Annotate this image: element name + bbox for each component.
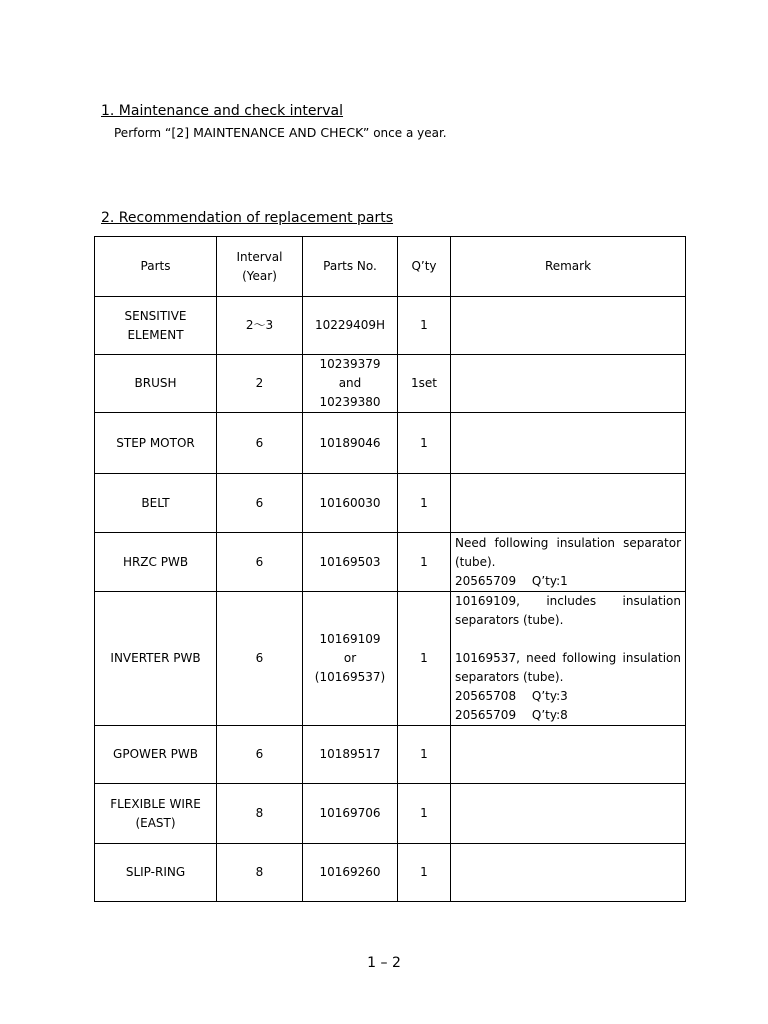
cell-parts xyxy=(95,355,217,413)
header-remark: Remark xyxy=(451,237,686,297)
cell-parts-no-line: 10189046 xyxy=(319,435,381,450)
cell-remark-line: 10169537, need following insulation separators (tube). xyxy=(455,651,681,684)
cell-interval xyxy=(217,533,303,592)
cell-parts-line: GPOWER PWB xyxy=(113,747,198,761)
cell-qty-line: 1 xyxy=(420,495,428,510)
cell-interval-line: 8 xyxy=(255,806,264,820)
cell-parts-no-line: 10169260 xyxy=(319,865,381,879)
header-interval-line-2: (Year) xyxy=(242,268,277,283)
table-row xyxy=(95,592,686,726)
table-body xyxy=(95,297,686,902)
cell-interval xyxy=(217,726,303,784)
cell-qty xyxy=(398,784,451,844)
cell-remark-line xyxy=(455,630,681,649)
cell-interval-line: 2 xyxy=(255,376,264,390)
cell-parts-no-line: 10229409H xyxy=(314,318,386,332)
cell-parts-line: HRZC PWB xyxy=(122,554,189,569)
cell-parts-no-line: 10169503 xyxy=(319,554,381,569)
cell-parts-no xyxy=(303,297,398,355)
cell-qty-line: 1 xyxy=(420,651,428,665)
cell-parts-no xyxy=(303,592,398,726)
perform-reference: “[2] MAINTENANCE AND CHECK” xyxy=(164,125,370,140)
cell-parts-no-line: 10239379 xyxy=(319,357,381,371)
cell-parts-line: FLEXIBLE WIRE xyxy=(110,796,201,811)
cell-qty-line: 1 xyxy=(420,806,428,820)
cell-remark-line: Need following insulation separator (tube). xyxy=(455,535,681,569)
section-2-heading: 2. Recommendation of replacement parts xyxy=(101,210,394,226)
cell-remark xyxy=(451,533,686,592)
cell-remark-line: 20565709 Q’ty:8 xyxy=(455,708,568,722)
cell-qty-line: 1 xyxy=(420,554,428,569)
cell-remark xyxy=(451,844,686,902)
cell-interval-line: 6 xyxy=(255,495,264,510)
table-row xyxy=(95,297,686,355)
table-row xyxy=(95,844,686,902)
page-number: 1 – 2 xyxy=(367,955,401,971)
cell-parts xyxy=(95,413,217,474)
header-parts-no: Parts No. xyxy=(303,237,398,297)
cell-qty xyxy=(398,297,451,355)
cell-parts xyxy=(95,592,217,726)
cell-parts-no xyxy=(303,784,398,844)
cell-interval xyxy=(217,592,303,726)
table-row xyxy=(95,355,686,413)
cell-interval xyxy=(217,413,303,474)
cell-qty-line: 1 xyxy=(420,865,428,879)
cell-parts-line: BRUSH xyxy=(134,376,177,390)
cell-interval-line: 6 xyxy=(255,435,264,450)
cell-interval-line: 6 xyxy=(255,554,264,569)
cell-parts-no xyxy=(303,726,398,784)
replacement-parts-table xyxy=(94,236,686,902)
cell-parts-line: SLIP-RING xyxy=(125,865,186,879)
cell-remark-line: 20565708 Q’ty:3 xyxy=(455,689,568,703)
cell-parts-no xyxy=(303,474,398,533)
perform-suffix: once a year. xyxy=(369,126,447,140)
section-1-heading: 1. Maintenance and check interval xyxy=(101,103,344,119)
cell-qty-line: 1 xyxy=(420,435,428,450)
cell-parts-no-line: and xyxy=(338,376,362,390)
cell-qty xyxy=(398,592,451,726)
perform-prefix: Perform xyxy=(114,126,165,140)
table-header-row xyxy=(95,237,686,297)
cell-qty xyxy=(398,844,451,902)
cell-parts xyxy=(95,726,217,784)
cell-remark xyxy=(451,784,686,844)
cell-parts-no-line: 10169706 xyxy=(319,806,381,820)
section-1-text xyxy=(114,125,447,140)
cell-parts-line: INVERTER PWB xyxy=(110,651,201,665)
cell-qty xyxy=(398,533,451,592)
cell-parts-no-line: 10239380 xyxy=(319,395,381,409)
cell-parts-no-line: 10189517 xyxy=(319,747,381,761)
cell-qty xyxy=(398,726,451,784)
cell-interval xyxy=(217,784,303,844)
cell-remark-line: 10169109, includes insulation separators (tube). xyxy=(455,594,681,627)
table-row xyxy=(95,474,686,533)
cell-parts xyxy=(95,844,217,902)
cell-qty xyxy=(398,413,451,474)
cell-parts-no-line: 10160030 xyxy=(319,495,381,510)
cell-remark xyxy=(451,355,686,413)
cell-parts-no xyxy=(303,355,398,413)
cell-parts-line: (EAST) xyxy=(135,815,176,830)
cell-interval xyxy=(217,355,303,413)
table-row xyxy=(95,784,686,844)
header-parts: Parts xyxy=(95,237,217,297)
cell-qty xyxy=(398,355,451,413)
cell-interval-line: 6 xyxy=(255,747,264,761)
cell-interval xyxy=(217,474,303,533)
cell-parts-no-line: (10169537) xyxy=(314,670,386,684)
cell-parts xyxy=(95,474,217,533)
cell-remark xyxy=(451,726,686,784)
cell-parts-no xyxy=(303,844,398,902)
cell-qty xyxy=(398,474,451,533)
cell-interval-line: 8 xyxy=(255,865,264,879)
cell-qty-line: 1 xyxy=(420,318,428,332)
cell-interval xyxy=(217,297,303,355)
cell-qty-line: 1set xyxy=(411,376,437,390)
cell-qty-line: 1 xyxy=(420,747,428,761)
cell-parts xyxy=(95,533,217,592)
cell-parts-line: STEP MOTOR xyxy=(116,435,195,450)
cell-parts-no-line: 10169109 xyxy=(319,632,381,646)
cell-remark xyxy=(451,297,686,355)
cell-parts xyxy=(95,297,217,355)
cell-parts-line: SENSITIVE xyxy=(124,308,187,323)
cell-interval-line: 6 xyxy=(255,651,264,665)
cell-interval-line: 2〜3 xyxy=(245,318,274,332)
cell-remark xyxy=(451,592,686,726)
cell-parts-no-line: or xyxy=(343,651,357,665)
table-row xyxy=(95,726,686,784)
cell-parts-line: BELT xyxy=(141,495,170,510)
table-row xyxy=(95,413,686,474)
cell-parts-no xyxy=(303,533,398,592)
header-qty: Q’ty xyxy=(398,237,451,297)
cell-interval xyxy=(217,844,303,902)
header-interval-line-1: Interval xyxy=(236,249,283,264)
header-interval xyxy=(217,237,303,297)
cell-remark-line: 20565709 Q’ty:1 xyxy=(455,573,568,588)
cell-remark xyxy=(451,413,686,474)
table-row xyxy=(95,533,686,592)
cell-remark xyxy=(451,474,686,533)
cell-parts-line: ELEMENT xyxy=(127,327,184,342)
cell-parts-no xyxy=(303,413,398,474)
cell-parts xyxy=(95,784,217,844)
